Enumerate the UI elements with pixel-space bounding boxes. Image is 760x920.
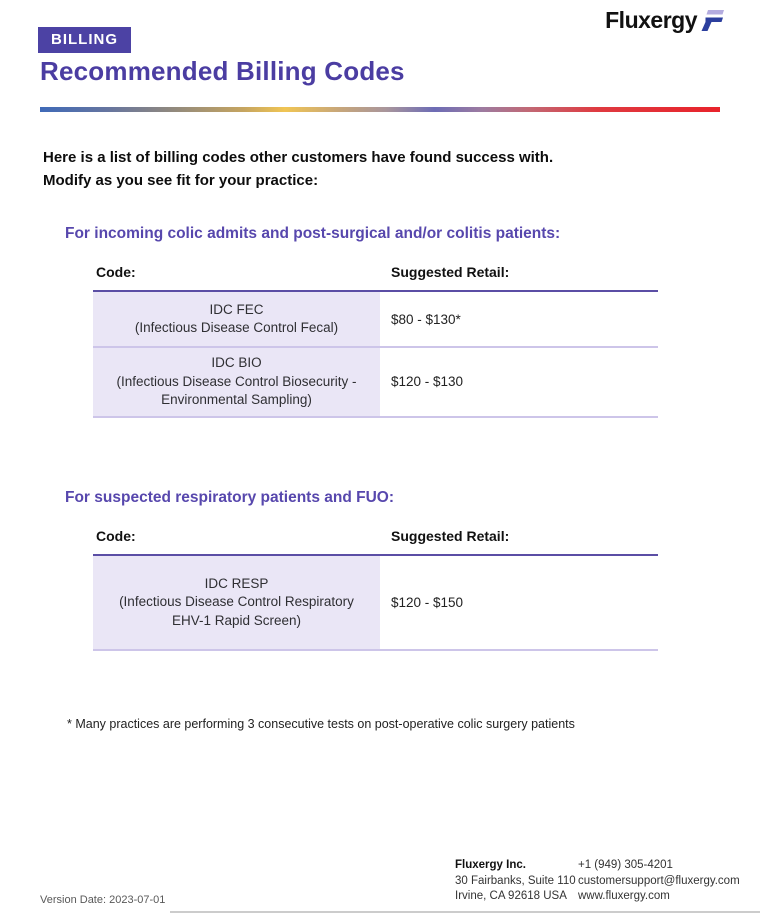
table-header-row [93,264,658,292]
code-cell [93,292,380,346]
table-header-row [93,528,658,556]
footer-company-name: Fluxergy Inc. [455,859,526,871]
retail-column-header: Suggested Retail: [391,528,510,544]
code-name: IDC BIO [211,355,262,370]
code-column-header: Code: [96,264,136,280]
version-date: Version Date: 2023-07-01 [40,894,166,906]
footnote: * Many practices are performing 3 consecutive tests on post-operative colic surgery patients [67,717,575,731]
intro-line-1: Here is a list of billing codes other customers have found success with. [43,149,554,166]
retail-column-header: Suggested Retail: [391,264,510,280]
intro-line-2: Modify as you see fit for your practice: [43,172,319,189]
code-column-header-cell [93,264,380,282]
fluxergy-logo [605,7,725,38]
code-cell [93,556,380,649]
footer-website: www.fluxergy.com [578,890,670,902]
footer-address-line2: Irvine, CA 92618 USA [455,890,567,902]
footer-address-line1: 30 Fairbanks, Suite 110 [455,874,576,887]
rainbow-gradient-divider [40,107,720,112]
retail-column-header-cell [380,528,658,546]
code-description: (Infectious Disease Control Biosecurity - Environmental Sampling) [116,373,357,407]
fluxergy-logo-text: Fluxergy [605,7,697,33]
billing-badge: BILLING [38,27,131,53]
table-row [93,348,658,418]
footer-email: customersupport@fluxergy.com [578,874,740,887]
bottom-divider [170,911,760,913]
code-name: IDC RESP [204,575,269,591]
retail-cell: $80 - $130* [391,311,461,327]
section-heading-respiratory: For suspected respiratory patients and FUO: [65,489,395,506]
billing-table-respiratory [93,528,658,651]
section-heading-colic: For incoming colic admits and post-surgical and/or colitis patients: [65,225,561,242]
footer-company-block [455,858,576,905]
retail-column-header-cell [380,264,658,282]
code-description: (Infectious Disease Control Fecal) [134,320,339,335]
table-row [93,556,658,651]
code-column-header: Code: [96,528,136,544]
code-description: (Infectious Disease Control Respiratory EHV-1 Rapid Screen) [119,594,354,628]
intro-text [43,146,553,192]
fluxergy-f-mark-icon [699,8,725,38]
page-title: Recommended Billing Codes [40,56,405,86]
billing-table-colic [93,264,658,418]
footer-phone: +1 (949) 305-4201 [578,859,673,871]
code-column-header-cell [93,528,380,546]
retail-cell: $120 - $130 [391,374,464,390]
table-row [93,292,658,348]
retail-cell: $120 - $150 [391,595,464,610]
code-name: IDC FEC [209,301,264,317]
code-cell [93,348,380,416]
footer-contact-block [578,858,740,905]
